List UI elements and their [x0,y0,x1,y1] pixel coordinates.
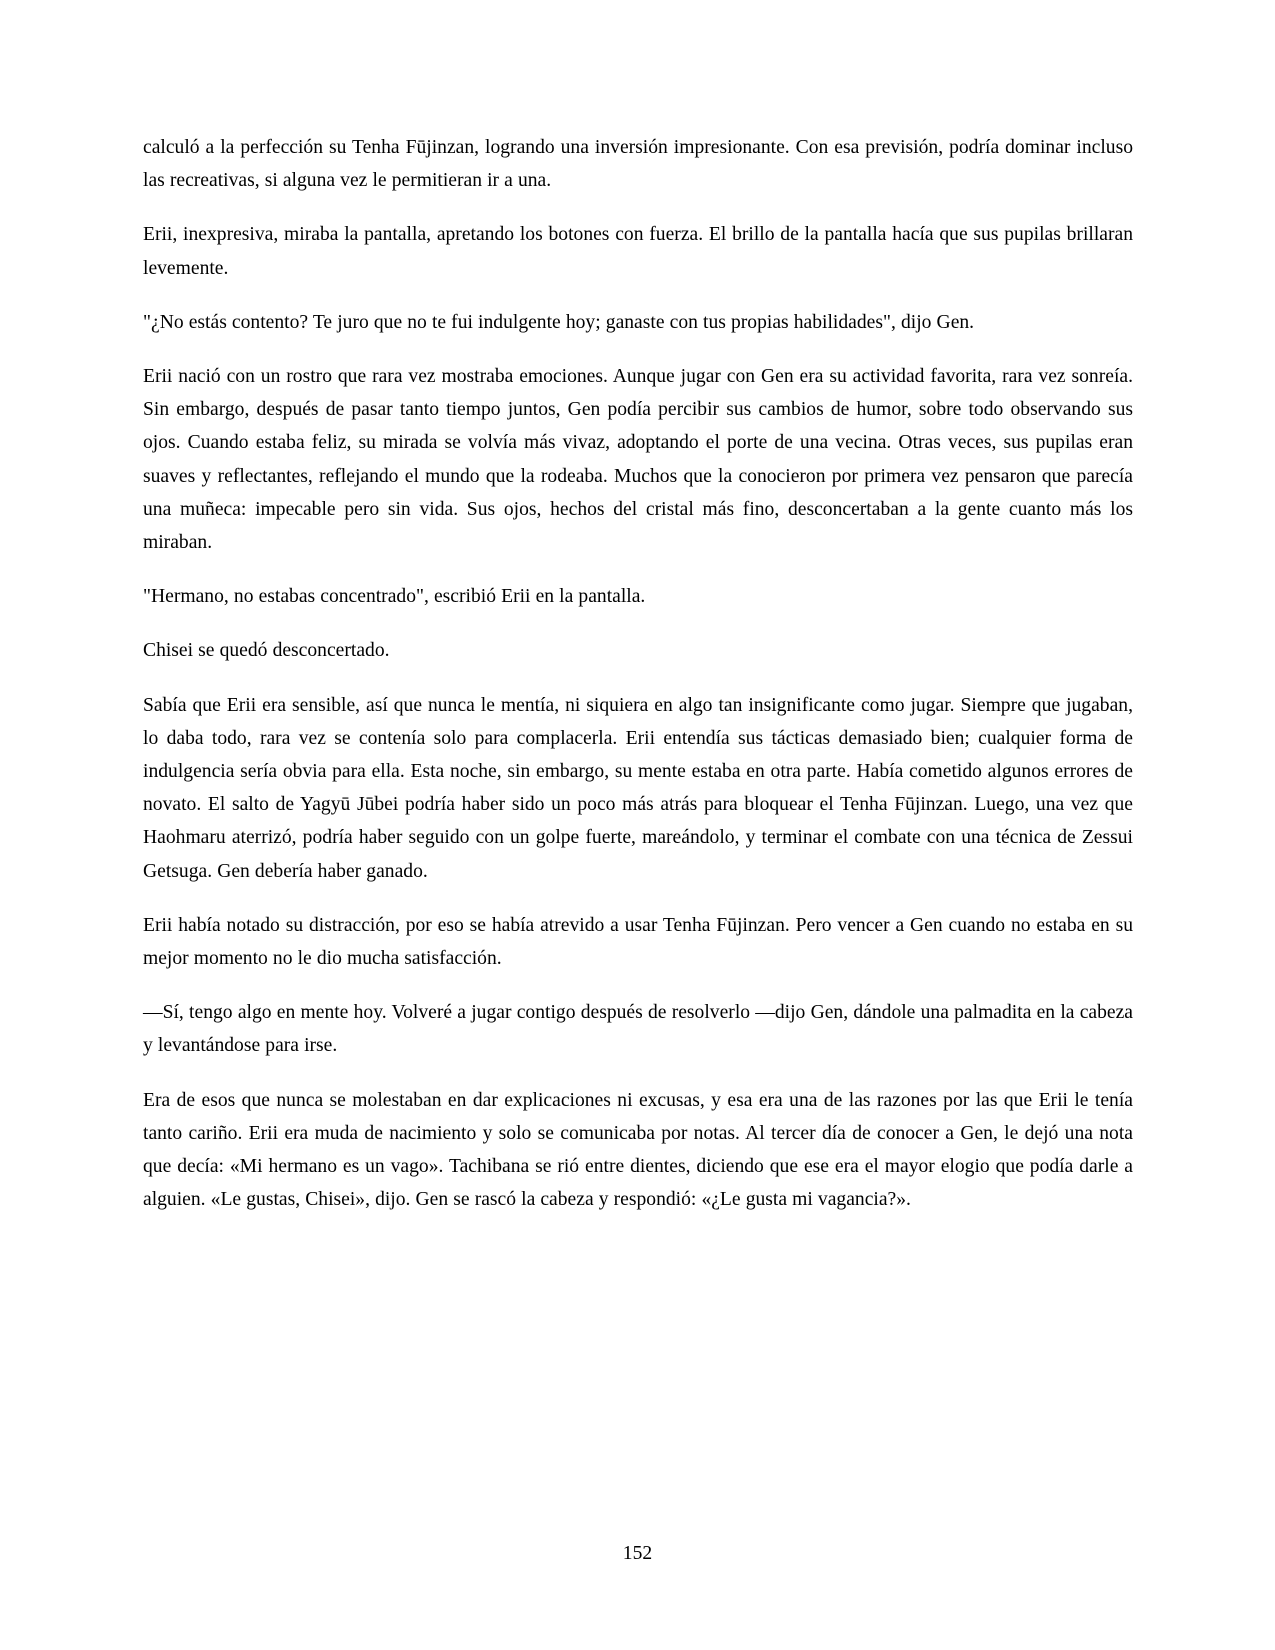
paragraph: "¿No estás contento? Te juro que no te fui indulgente hoy; ganaste con tus propias habilidades", dijo Gen. [143,311,975,333]
paragraph: Era de esos que nunca se molestaban en dar explicaciones ni excusas, y esa era una de las razones por las que Erii le tenía tanto cariño. Erii era muda de nacimiento y solo se comunicaba por notas. Al tercer día de conocer a Gen, le dejó una nota que decía: «Mi hermano es un vago». Tachibana se rió entre dientes, diciendo que ese era el mayor elogio que podía darle a alguien. «Le gustas, Chisei», dijo. Gen se rascó la cabeza y respondió: «¿Le gusta mi vagancia?». [143,1089,1133,1211]
paragraph: "Hermano, no estabas concentrado", escribió Erii en la pantalla. [143,586,646,608]
page-number: 152 [622,1543,653,1564]
body-text-column [143,131,1133,1216]
paragraph: Chisei se quedó desconcertado. [143,640,390,662]
paragraph: calculó a la perfección su Tenha Fūjinzan, logrando una inversión impresionante. Con esa previsión, podría dominar incluso las recreativas, si alguna vez le permitieran ir a una. [143,137,1133,192]
paragraph: Erii había notado su distracción, por eso se había atrevido a usar Tenha Fūjinzan. Pero vencer a Gen cuando no estaba en su mejor momento no le dio mucha satisfacción. [143,914,1133,970]
paragraph: Erii, inexpresiva, miraba la pantalla, apretando los botones con fuerza. El brillo de la pantalla hacía que sus pupilas brillaran levemente. [143,224,1133,279]
paragraph: —Sí, tengo algo en mente hoy. Volveré a jugar contigo después de resolverlo —dijo Gen, dándole una palmadita en la cabeza y levantándose para irse. [143,1002,1133,1057]
paragraph: Sabía que Erii era sensible, así que nunca le mentía, ni siquiera en algo tan insignificante como jugar. Siempre que jugaban, lo daba todo, rara vez se contenía solo para complacerla. Erii entendía sus tácticas demasiado bien; cualquier forma de indulgencia sería obvia para ella. Esta noche, sin embargo, su mente estaba en otra parte. Había cometido algunos errores de novato. El salto de Yagyū Jūbei podría haber sido un poco más atrás para bloquear el Tenha Fūjinzan. Luego, una vez que Haohmaru aterrizó, podría haber seguido con un golpe fuerte, mareándolo, y terminar el combate con una técnica de Zessui Getsuga. Gen debería haber ganado. [143,694,1133,882]
paragraph: Erii nació con un rostro que rara vez mostraba emociones. Aunque jugar con Gen era su actividad favorita, rara vez sonreía. Sin embargo, después de pasar tanto tiempo juntos, Gen podía percibir sus cambios de humor, sobre todo observando sus ojos. Cuando estaba feliz, su mirada se volvía más vivaz, adoptando el porte de una vecina. Otras veces, sus pupilas eran suaves y reflectantes, reflejando el mundo que la rodeaba. Muchos que la conocieron por primera vez pensaron que parecía una muñeca: impecable pero sin vida. Sus ojos, hechos del cristal más fino, desconcertaban a la gente cuanto más los miraban. [143,366,1133,554]
page-footer [0,1542,1275,1566]
